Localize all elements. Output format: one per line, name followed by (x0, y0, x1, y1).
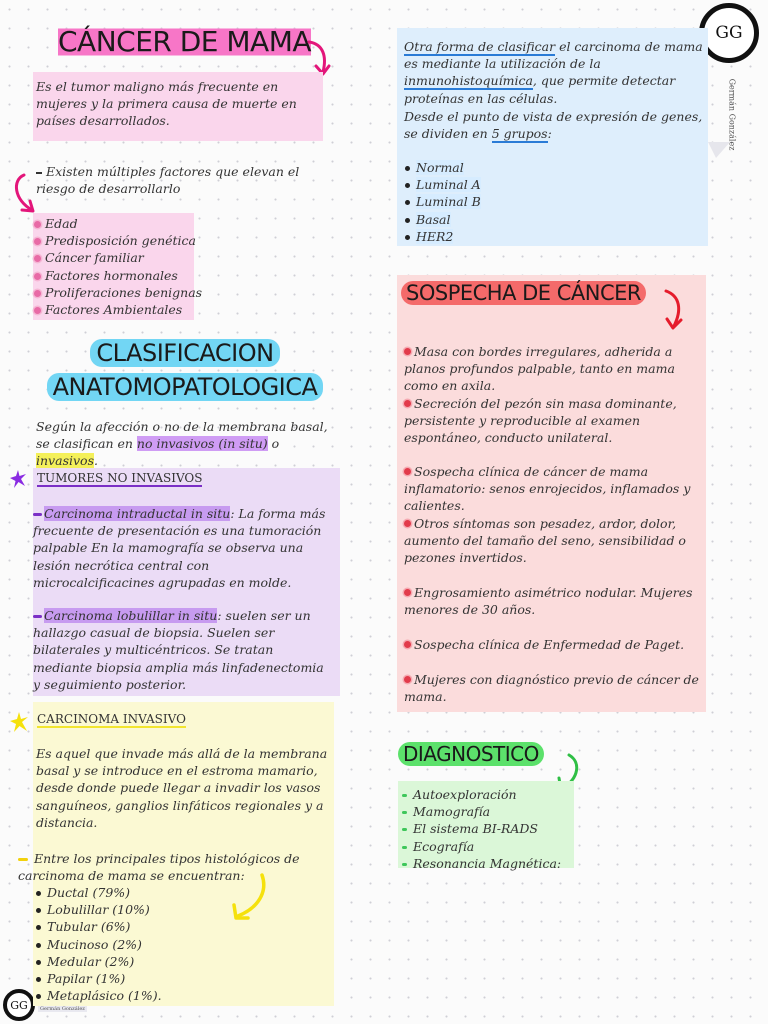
list-item: Mucinoso (2%) (36, 936, 236, 953)
invasivo-types-list (36, 884, 236, 1004)
list-item: Medular (2%) (36, 953, 236, 970)
clasificacion-intro: Según la afección o no de la membrana basal, se clasifican en no invasivos (in situ) o invasivos. (36, 419, 328, 469)
sospecha-item-1: Masa con bordes irregulares, adherida a planos profundos palpable, tanto en mama como en axila. (404, 344, 675, 394)
sospecha-item-3: Sospecha clínica de cáncer de mama inflamatorio: senos enrojecidos, inflamados y calientes. (404, 464, 691, 514)
sospecha-item-5: Engrosamiento asimétrico nodular. Mujeres menores de 30 años. (404, 585, 693, 618)
list-item: Factores hormonales (34, 267, 204, 284)
list-item: Edad (34, 215, 204, 232)
list-item: Lobulillar (10%) (36, 901, 236, 918)
diagnostico-list (402, 786, 582, 872)
invasivo-types-intro: Entre los principales tipos histológicos de carcinoma de mama se encuentran: (18, 851, 300, 884)
list-item: Basal (405, 211, 605, 228)
diagnostico-title: DIAGNOSTICO (398, 742, 544, 766)
logo-initials: GG (715, 23, 743, 43)
list-item: Tubular (6%) (36, 918, 236, 935)
list-item: Factores Ambientales (34, 301, 204, 318)
cancer-title: CÁNCER DE MAMA (58, 25, 312, 58)
list-item: Metaplásico (1%). (36, 987, 236, 1004)
no-invasivos-item-2: Carcinoma lobulillar in situ: suelen ser un hallazgo casual de biopsia. Suelen ser bilaterales y multicéntricos. Se tratan mediante biopsia amplia más linfadenectomia y seguimiento posterior. (33, 608, 324, 692)
author-logo-bottom (3, 989, 35, 1021)
list-item: Cáncer familiar (34, 249, 204, 266)
clasificacion-title: CLASIFICACION ANATOMOPATOLOGICA (35, 336, 335, 404)
cancer-definition: Es el tumor maligno más frecuente en mujeres y la primera causa de muerte en países desarrollados. (36, 79, 297, 129)
list-item: Predisposición genética (34, 232, 204, 249)
sospecha-item-2: Secreción del pezón sin masa dominante, persistente y reproducible al examen espontáneo, conducto unilateral. (404, 396, 677, 446)
no-invasivos-item-1: Carcinoma intraductal in situ: La forma más frecuente de presentación es una tumoración palpable En la mamografía se observa una lesión necrótica central con microcalcificacines agrupadas en molde. (33, 506, 326, 590)
star-yellow-icon (9, 711, 29, 733)
list-item: Luminal B (405, 193, 605, 210)
list-item: Papilar (1%) (36, 970, 236, 987)
sospecha-title: SOSPECHA DE CÁNCER (401, 281, 646, 305)
list-item: HER2 (405, 228, 605, 245)
highlight-invasivos: invasivos (36, 453, 94, 469)
highlight-no-invasivos: no invasivos (in situ) (136, 436, 268, 452)
list-item: Ecografía (402, 838, 582, 855)
sospecha-item-7: Mujeres con diagnóstico previo de cáncer de mama. (404, 672, 699, 705)
list-item: Luminal A (405, 176, 605, 193)
list-item: Resonancia Magnética: (402, 855, 582, 872)
arrow-down-red-icon (660, 288, 686, 334)
list-item: El sistema BI-RADS (402, 820, 582, 837)
sospecha-item-6: Sospecha clínica de Enfermedad de Paget. (404, 636, 704, 653)
list-item: Autoexploración (402, 786, 582, 803)
sospecha-item-4: Otros síntomas son pesadez, ardor, dolor, aumento del tamaño del seno, sensibilidad o pezones invertidos. (404, 516, 686, 566)
no-invasivos-heading: TUMORES NO INVASIVOS (37, 471, 203, 485)
logo-initials-bottom: GG (10, 998, 28, 1012)
author-signature-top: Germán González (727, 78, 737, 151)
list-item: Mamografía (402, 803, 582, 820)
otra-forma-p1: Otra forma de clasificar el carcinoma de mama es mediante la utilización de la inmunohistoquímica, que permite detectar proteínas en las células. (404, 39, 703, 106)
author-signature-bottom: Germán González (40, 1006, 85, 1012)
factors-list (34, 215, 204, 318)
factors-intro: Existen múltiples factores que elevan el riesgo de desarrollarlo (36, 164, 300, 197)
list-item: Normal (405, 159, 605, 176)
otra-forma-p2: Desde el punto de vista de expresión de genes, se dividen en 5 grupos: (404, 109, 703, 142)
list-item: Ductal (79%) (36, 884, 236, 901)
invasivo-heading: CARCINOMA INVASIVO (37, 712, 186, 726)
gene-groups-list (405, 159, 605, 245)
list-item: Proliferaciones benignas (34, 284, 204, 301)
speech-tail-icon (706, 140, 732, 160)
invasivo-definition: Es aquel que invade más allá de la membrana basal y se introduce en el estroma mamario, desde donde puede llegar a invadir los vasos sanguíneos, ganglios linfáticos regionales y a distancia. (36, 746, 328, 830)
star-purple-icon (9, 469, 27, 489)
